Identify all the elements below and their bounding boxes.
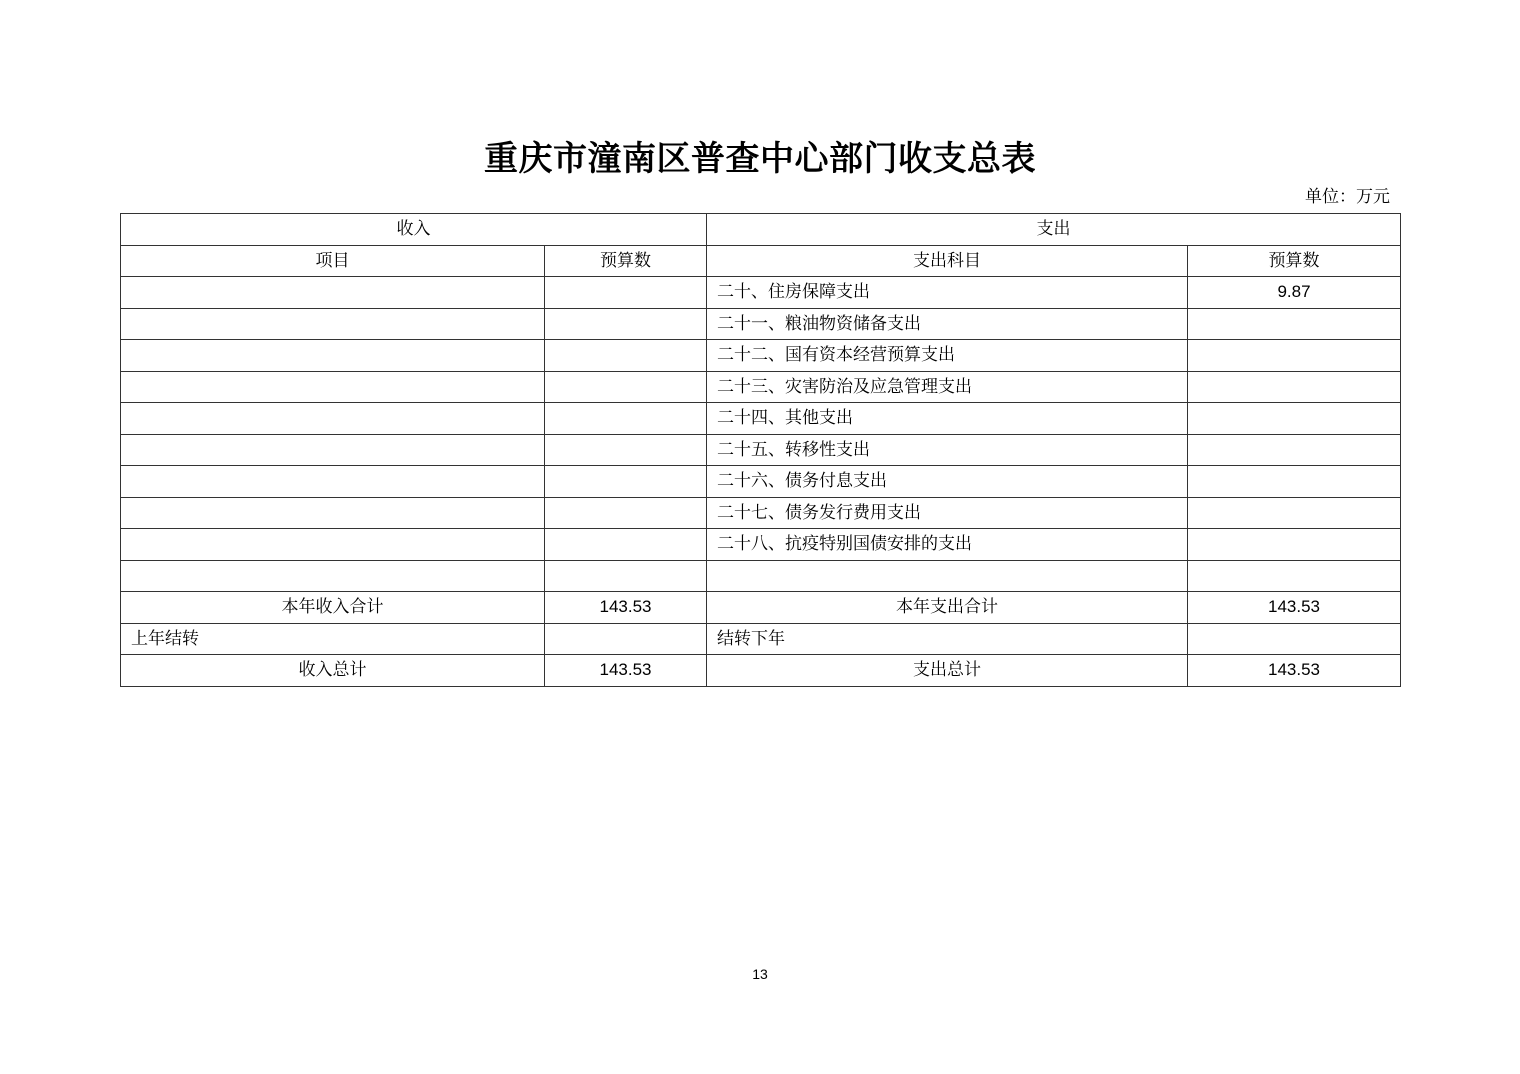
expenditure-item-cell: 二十四、其他支出 bbox=[707, 403, 1188, 435]
expenditure-item-cell: 二十二、国有资本经营预算支出 bbox=[707, 340, 1188, 372]
income-value-cell bbox=[545, 340, 707, 372]
income-value-cell bbox=[545, 308, 707, 340]
year-income-total-value: 143.53 bbox=[545, 592, 707, 624]
year-total-row bbox=[121, 592, 1401, 624]
expenditure-item-cell bbox=[707, 560, 1188, 592]
table-row bbox=[121, 497, 1401, 529]
next-year-carryover-value bbox=[1188, 623, 1401, 655]
income-item-cell bbox=[121, 529, 545, 561]
expenditure-item-cell: 二十七、债务发行费用支出 bbox=[707, 497, 1188, 529]
income-value-cell bbox=[545, 403, 707, 435]
expenditure-value-cell bbox=[1188, 560, 1401, 592]
expenditure-item-cell: 二十三、灾害防治及应急管理支出 bbox=[707, 371, 1188, 403]
income-item-cell bbox=[121, 277, 545, 309]
income-item-cell bbox=[121, 434, 545, 466]
expenditure-value-cell bbox=[1188, 371, 1401, 403]
income-group-header: 收入 bbox=[121, 214, 707, 246]
expenditure-group-header: 支出 bbox=[707, 214, 1401, 246]
expenditure-value-cell: 9.87 bbox=[1188, 277, 1401, 309]
table-row bbox=[121, 371, 1401, 403]
expenditure-value-cell bbox=[1188, 340, 1401, 372]
page-title: 重庆市潼南区普查中心部门收支总表 bbox=[484, 139, 1036, 179]
table-row bbox=[121, 529, 1401, 561]
income-budget-header: 预算数 bbox=[545, 245, 707, 277]
income-item-cell bbox=[121, 497, 545, 529]
budget-summary-table bbox=[120, 213, 1401, 687]
expenditure-item-cell: 二十五、转移性支出 bbox=[707, 434, 1188, 466]
expenditure-value-cell bbox=[1188, 308, 1401, 340]
expenditure-item-cell: 二十一、粮油物资储备支出 bbox=[707, 308, 1188, 340]
expenditure-item-header: 支出科目 bbox=[707, 245, 1188, 277]
income-value-cell bbox=[545, 466, 707, 498]
expenditure-value-cell bbox=[1188, 466, 1401, 498]
income-grand-total-label: 收入总计 bbox=[121, 655, 545, 687]
unit-label: 单位：万元 bbox=[1305, 187, 1390, 207]
expenditure-value-cell bbox=[1188, 403, 1401, 435]
prior-year-carryover-value bbox=[545, 623, 707, 655]
income-item-cell bbox=[121, 340, 545, 372]
year-expenditure-total-label: 本年支出合计 bbox=[707, 592, 1188, 624]
income-value-cell bbox=[545, 560, 707, 592]
year-expenditure-total-value: 143.53 bbox=[1188, 592, 1401, 624]
income-grand-total-value: 143.53 bbox=[545, 655, 707, 687]
expenditure-item-cell: 二十六、债务付息支出 bbox=[707, 466, 1188, 498]
table-row bbox=[121, 466, 1401, 498]
expenditure-grand-total-label: 支出总计 bbox=[707, 655, 1188, 687]
income-item-cell bbox=[121, 403, 545, 435]
income-item-cell bbox=[121, 371, 545, 403]
expenditure-budget-header: 预算数 bbox=[1188, 245, 1401, 277]
table-row bbox=[121, 308, 1401, 340]
table-row bbox=[121, 403, 1401, 435]
expenditure-value-cell bbox=[1188, 434, 1401, 466]
page-number: 13 bbox=[752, 966, 768, 982]
income-value-cell bbox=[545, 371, 707, 403]
expenditure-value-cell bbox=[1188, 497, 1401, 529]
table-row bbox=[121, 434, 1401, 466]
next-year-carryover-label: 结转下年 bbox=[707, 623, 1188, 655]
income-value-cell bbox=[545, 529, 707, 561]
table-row bbox=[121, 560, 1401, 592]
table-row bbox=[121, 340, 1401, 372]
table-row bbox=[121, 277, 1401, 309]
grand-total-row bbox=[121, 655, 1401, 687]
income-value-cell bbox=[545, 434, 707, 466]
group-header-row bbox=[121, 214, 1401, 246]
expenditure-item-cell: 二十八、抗疫特别国债安排的支出 bbox=[707, 529, 1188, 561]
income-value-cell bbox=[545, 277, 707, 309]
prior-year-carryover-label: 上年结转 bbox=[121, 623, 545, 655]
income-item-cell bbox=[121, 466, 545, 498]
income-item-cell bbox=[121, 560, 545, 592]
column-header-row bbox=[121, 245, 1401, 277]
carry-over-row bbox=[121, 623, 1401, 655]
expenditure-grand-total-value: 143.53 bbox=[1188, 655, 1401, 687]
income-value-cell bbox=[545, 497, 707, 529]
expenditure-item-cell: 二十、住房保障支出 bbox=[707, 277, 1188, 309]
expenditure-value-cell bbox=[1188, 529, 1401, 561]
income-item-cell bbox=[121, 308, 545, 340]
year-income-total-label: 本年收入合计 bbox=[121, 592, 545, 624]
income-item-header: 项目 bbox=[121, 245, 545, 277]
